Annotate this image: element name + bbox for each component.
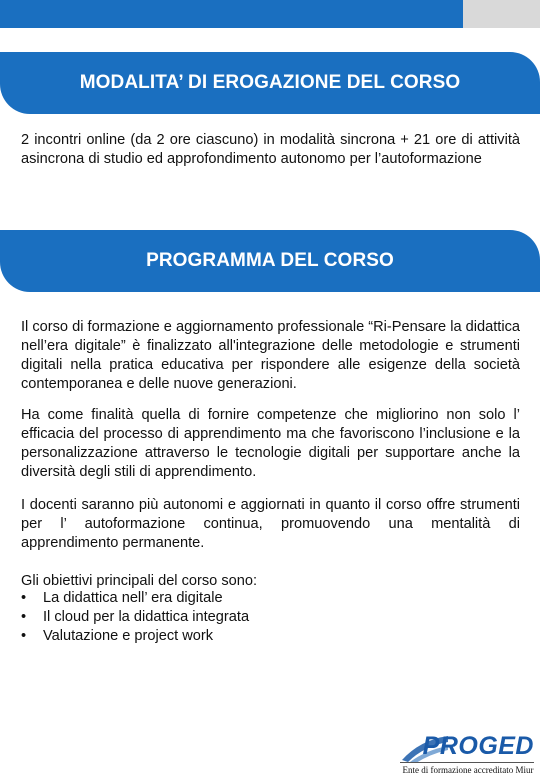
section-heading-modalita — [0, 52, 540, 114]
list-item — [21, 589, 501, 608]
top-accent-bar-gray — [463, 0, 540, 28]
bullet-marker: • — [21, 590, 27, 606]
objective-text: La didattica nell’ era digitale — [43, 590, 223, 606]
objective-text: Il cloud per la didattica integrata — [43, 609, 250, 625]
programma-paragraph-2: Ha come finalità quella di fornire competenze che migliorino non solo l’ efficacia del processo di apprendimento ma che favoriscono l’inclusione e la personalizzazione attraverso le tecnologie digitali per supportare anche la diversità degli stili di apprendimento. — [21, 407, 520, 480]
modalita-description: 2 incontri online (da 2 ore ciascuno) in modalità sincrona + 21 ore di attività asincrona di studio ed approfondimento autonomo per l’autoformazione — [21, 132, 520, 167]
bullet-marker: • — [21, 628, 27, 644]
section-heading-programma — [0, 230, 540, 292]
objective-text: Valutazione e project work — [43, 628, 214, 644]
section-heading-programma-text: PROGRAMMA DEL CORSO — [146, 250, 394, 271]
logo-divider — [400, 762, 534, 763]
section-heading-modalita-text: MODALITA’ DI EROGAZIONE DEL CORSO — [79, 72, 461, 93]
programma-paragraph-3: I docenti saranno più autonomi e aggiornati in quanto il corso offre strumenti per l’ autoformazione continua, promuovendo una mentalità di apprendimento permanente. — [21, 497, 520, 551]
logo-tagline: Ente di formazione accreditato Miur — [402, 765, 534, 775]
programma-paragraph-1: Il corso di formazione e aggiornamento professionale “Ri-Pensare la didattica nell’era digitale” è finalizzato all'integrazione delle metodologie e strumenti digitali nella pratica educativa per rispondere alle esigenze della società contemporanea e delle nuove generazioni. — [21, 319, 520, 392]
list-item — [21, 608, 501, 627]
proged-logo — [398, 728, 538, 778]
top-accent-bar — [0, 0, 463, 28]
objectives-list — [21, 589, 501, 646]
bullet-marker: • — [21, 609, 27, 625]
logo-name: PROGED — [422, 732, 534, 760]
list-item — [21, 627, 501, 646]
objectives-intro: Gli obiettivi principali del corso sono: — [21, 573, 258, 589]
